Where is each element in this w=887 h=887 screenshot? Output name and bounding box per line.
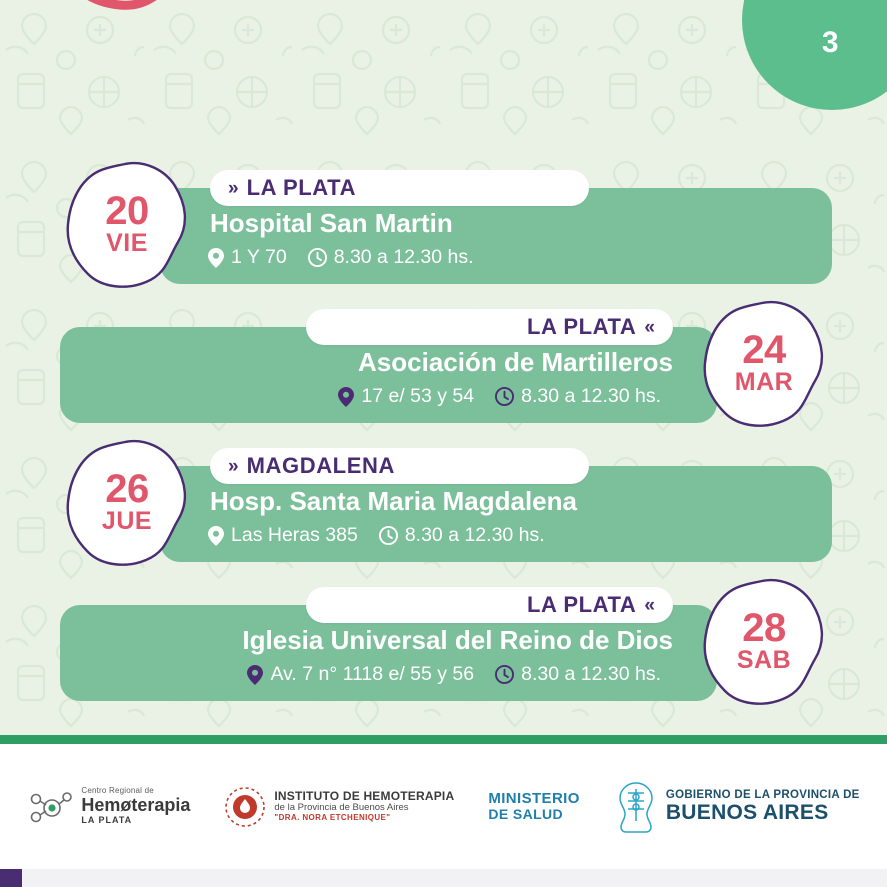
- city-name: LA PLATA: [526, 314, 637, 339]
- city-name: MAGDALENA: [246, 453, 395, 478]
- schedule-entry: [0, 438, 887, 573]
- date-blob: [62, 438, 192, 568]
- logo-line-3: "DRA. NORA ETCHENIQUE": [274, 812, 391, 822]
- entry-details: [208, 246, 488, 269]
- date-dayofweek: SAB: [736, 646, 792, 675]
- time-text: 8.30 a 12.30 hs.: [333, 246, 474, 268]
- location-pin-icon: [338, 387, 354, 407]
- logo-line-1: MINISTERIO: [488, 789, 580, 807]
- chevron-left-icon: «: [644, 316, 655, 338]
- chevron-right-icon: »: [228, 455, 239, 477]
- schedule-entry: [0, 160, 887, 295]
- time-detail: [495, 663, 661, 686]
- logo-line-2: Hemøterapia: [81, 795, 191, 816]
- logo-centro-regional-hemoterapia: [27, 785, 190, 829]
- place-name: Hospital San Martin: [210, 208, 453, 238]
- footer-strip: [0, 869, 887, 887]
- schedule-entry: [0, 299, 887, 434]
- city-pill: [210, 170, 589, 206]
- time-detail: [379, 524, 545, 547]
- address-text: 1 Y 70: [231, 246, 287, 268]
- schedule-list: [0, 160, 887, 716]
- time-text: 8.30 a 12.30 hs.: [521, 663, 661, 685]
- date-blob: [62, 160, 192, 290]
- clock-icon: [308, 248, 327, 267]
- place-name: Asociación de Martilleros: [358, 347, 673, 377]
- logo-gobierno-provincia-buenos-aires: [614, 781, 860, 833]
- logo-line-3: LA PLATA: [81, 814, 133, 825]
- provincia-emblem-icon: [614, 781, 658, 833]
- location-pin-icon: [247, 665, 263, 685]
- address-text: 17 e/ 53 y 54: [361, 385, 475, 407]
- address-detail: [208, 246, 287, 269]
- address-detail: [338, 385, 474, 408]
- city-pill: [210, 448, 589, 484]
- logo-line-1: GOBIERNO DE LA PROVINCIA DE: [665, 788, 860, 801]
- logo-line-2: de la Provincia de Buenos Aires: [274, 802, 409, 814]
- entry-details: [208, 524, 559, 547]
- blood-drop-icon: [224, 786, 266, 828]
- logo-line-1: INSTITUTO DE HEMOTERAPIA: [274, 789, 455, 804]
- date-day: 28: [742, 606, 786, 651]
- city-name: LA PLATA: [526, 592, 637, 617]
- date-day: 24: [742, 328, 786, 373]
- place-name: Iglesia Universal del Reino de Dios: [242, 625, 673, 655]
- clock-icon: [495, 387, 514, 406]
- entry-details: [247, 663, 675, 686]
- date-dayofweek: JUE: [101, 507, 153, 536]
- molecule-icon: [27, 785, 73, 829]
- time-detail: [308, 246, 474, 269]
- address-text: Av. 7 n° 1118 e/ 55 y 56: [270, 663, 475, 685]
- footer-accent-mark: [0, 869, 22, 887]
- footer-divider: [0, 735, 887, 744]
- address-text: Las Heras 385: [231, 524, 358, 546]
- clock-icon: [379, 526, 398, 545]
- chevron-left-icon: «: [644, 594, 655, 616]
- page-number: 3: [821, 26, 839, 59]
- logo-line-2: BUENOS AIRES: [665, 801, 829, 825]
- date-dayofweek: MAR: [734, 368, 794, 397]
- city-pill: [306, 587, 673, 623]
- date-blob: [699, 299, 829, 429]
- logo-instituto-hemoterapia: [224, 786, 454, 828]
- date-day: 20: [105, 189, 149, 234]
- logo-ministerio-de-salud: [488, 791, 580, 823]
- date-day: 26: [105, 467, 149, 512]
- date-blob: [699, 577, 829, 707]
- entry-details: [338, 385, 675, 408]
- chevron-right-icon: »: [228, 177, 239, 199]
- logo-line-1: Centro Regional de: [81, 786, 154, 796]
- logo-line-2: DE SALUD: [488, 806, 564, 823]
- city-pill: [306, 309, 673, 345]
- schedule-entry: [0, 577, 887, 712]
- location-pin-icon: [208, 526, 224, 546]
- location-pin-icon: [208, 248, 224, 268]
- time-text: 8.30 a 12.30 hs.: [404, 524, 545, 546]
- date-dayofweek: VIE: [106, 229, 148, 258]
- time-text: 8.30 a 12.30 hs.: [521, 385, 661, 407]
- city-name: LA PLATA: [246, 175, 357, 200]
- clock-icon: [495, 665, 514, 684]
- address-detail: [247, 663, 474, 686]
- address-detail: [208, 524, 358, 547]
- time-detail: [495, 385, 661, 408]
- place-name: Hosp. Santa Maria Magdalena: [210, 486, 577, 516]
- footer-logo-bar: [0, 744, 887, 869]
